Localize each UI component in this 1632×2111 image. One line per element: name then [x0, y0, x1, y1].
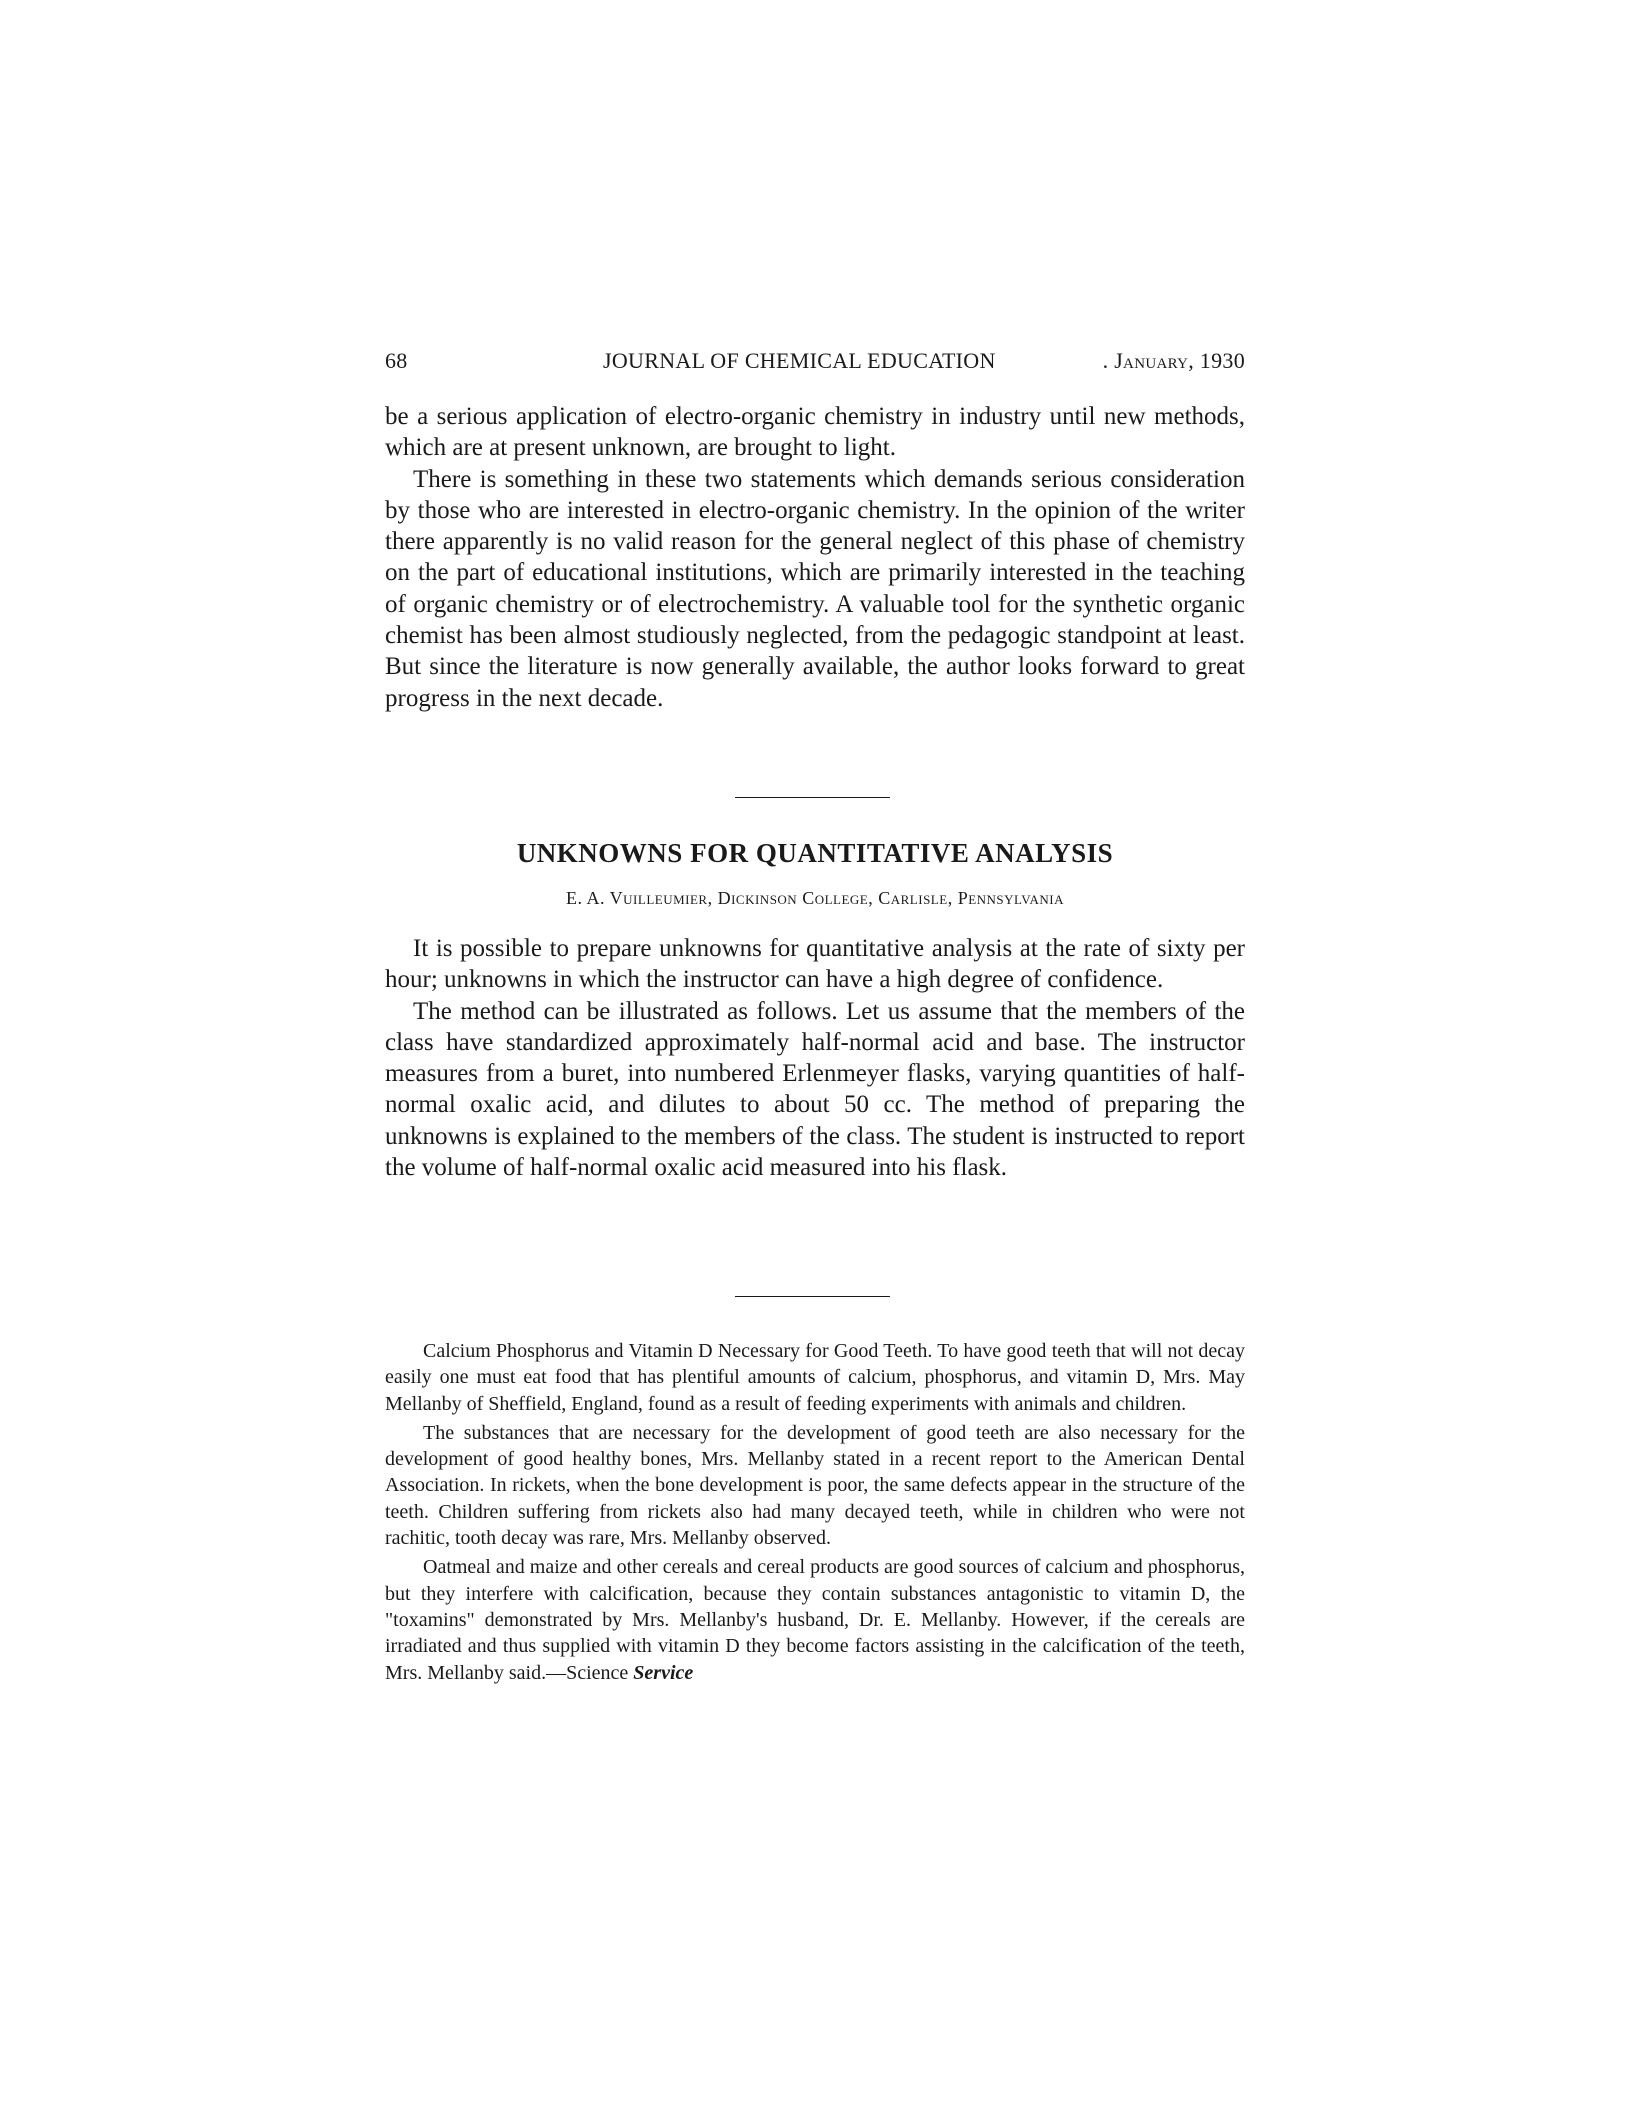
paragraph: There is something in these two statements which demands serious consideration by those who are interested in electro-organic chemistry. In the opinion of the writer there apparently is no valid reason for the general neglect of this phase of chemistry on the part of educational institutions, which are primarily interested in the teaching of organic chemistry or of electrochemistry. A valuable tool for the synthetic organic chemist has been almost studiously neglected, from the pedagogic standpoint at least. But since the literature is now generally available, the author looks forward to great progress in the next decade.: [385, 465, 1245, 712]
running-header: [385, 348, 1245, 378]
continued-article-text: [385, 401, 1245, 714]
page-number: 68: [385, 348, 408, 373]
paragraph: It is possible to prepare unknowns for quantitative analysis at the rate of sixty per hour; unknowns in which the instructor can have a high degree of confidence.: [385, 935, 1245, 994]
paragraph-text: Oatmeal and maize and other cereals and cereal products are good sources of calcium and phosphorus, but they interfere with calcification, because they contain substances antagonistic to vitamin D, the "toxamins" demonstrated by Mrs. Mellanby's husband, Dr. E. Mellanby. However, if the cereals are irradiated and thus supplied with vitamin D they become factors assisting in the calcification of the teeth, Mrs. Mellanby said.—Science: [385, 1556, 1245, 1684]
paragraph: be a serious application of electro-organic chemistry in industry until new methods, which are at present unknown, are brought to light.: [385, 403, 1245, 462]
article-body: [385, 933, 1245, 1183]
paragraph: [385, 1554, 1245, 1685]
news-note: [385, 1338, 1245, 1689]
paragraph: Calcium Phosphorus and Vitamin D Necessary for Good Teeth. To have good teeth that will not decay easily one must eat food that has plentiful amounts of calcium, phosphorus, and vitamin D, Mrs. May Mellanby of Sheffield, England, found as a result of feeding experiments with animals and children.: [385, 1340, 1245, 1415]
section-divider: [735, 1296, 890, 1297]
paragraph: The method can be illustrated as follows. Let us assume that the members of the class have standardized approximately half-normal acid and base. The instructor measures from a buret, into numbered Erlenmeyer flasks, varying quantities of half-normal oxalic acid, and dilutes to about 50 cc. The method of preparing the unknowns is explained to the members of the class. The student is instructed to report the volume of half-normal oxalic acid measured into his flask.: [385, 997, 1245, 1182]
journal-title: JOURNAL OF CHEMICAL EDUCATION: [603, 348, 996, 373]
author-byline: E. A. Vuilleumier, Dickinson College, Carlisle, Pennsylvania: [565, 888, 1064, 908]
article-title: UNKNOWNS FOR QUANTITATIVE ANALYSIS: [516, 838, 1114, 868]
section-divider: [735, 797, 890, 798]
issue-date: . January, 1930: [1102, 348, 1245, 373]
paragraph: The substances that are necessary for the development of good teeth are also necessary for the development of good healthy bones, Mrs. Mellanby stated in a recent report to the American Dental Association. In rickets, when the bone development is poor, the same defects appear in the structure of the teeth. Children suffering from rickets also had many decayed teeth, while in children who were not rachitic, tooth decay was rare, Mrs. Mellanby observed.: [385, 1421, 1245, 1550]
source-credit: Service: [633, 1661, 694, 1684]
